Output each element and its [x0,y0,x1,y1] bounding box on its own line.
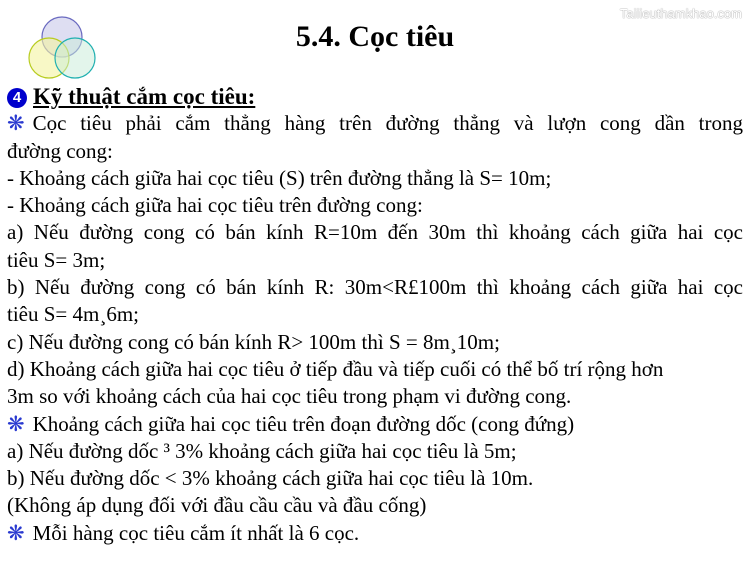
text-line: tiêu S= 4m¸6m; [7,302,140,327]
slide-body [7,83,743,547]
text-line: - Khoảng cách giữa hai cọc tiêu trên đường cong: [7,193,423,218]
snowflake-bullet-icon: ❋ [7,411,25,436]
number-4-icon: 4 [7,88,27,108]
text-line: b) Nếu đường dốc < 3% khoảng cách giữa hai cọc tiêu là 10m. [7,466,534,491]
text-line: a) Nếu đường dốc ³ 3% khoảng cách giữa hai cọc tiêu là 5m; [7,438,517,463]
text-line: đường cong: [7,138,113,163]
text-line: c) Nếu đường cong có bán kính R> 100m thì S = 8m¸10m; [7,329,500,354]
watermark: Tailieuthamkhao.com [619,6,742,21]
text-line: a) Nếu đường cong có bán kính R=10m đến 30m thì khoảng cách giữa hai cọc [7,220,743,245]
text-line: d) Khoảng cách giữa hai cọc tiêu ở tiếp đầu và tiếp cuối có thể bố trí rộng hơn [7,356,664,381]
text-line: (Không áp dụng đối với đầu cầu cầu và đầu cống) [7,493,427,518]
text-line: ❋ Cọc tiêu phải cắm thẳng hàng trên đường thẳng và lượn cong dần trong [7,111,743,136]
text-line: 3m so với khoảng cách của hai cọc tiêu trong phạm vi đường cong. [7,384,572,409]
snowflake-bullet-icon: ❋ [7,520,25,545]
text-line: - Khoảng cách giữa hai cọc tiêu (S) trên đường thẳng là S= 10m; [7,165,552,190]
text-line: tiêu S= 3m; [7,247,106,272]
section-heading: 4 Kỹ thuật cắm cọc tiêu: [7,83,743,110]
text-line: ❋ Khoảng cách giữa hai cọc tiêu trên đoạn đường dốc (cong đứng) [7,411,575,436]
text-line: ❋ Mỗi hàng cọc tiêu cắm ít nhất là 6 cọc. [7,520,360,545]
slide-title: 5.4. Cọc tiêu [295,20,455,53]
snowflake-bullet-icon: ❋ [7,111,25,136]
text-line: b) Nếu đường cong có bán kính R: 30m<R£100m thì khoảng cách giữa hai cọc [7,275,743,300]
